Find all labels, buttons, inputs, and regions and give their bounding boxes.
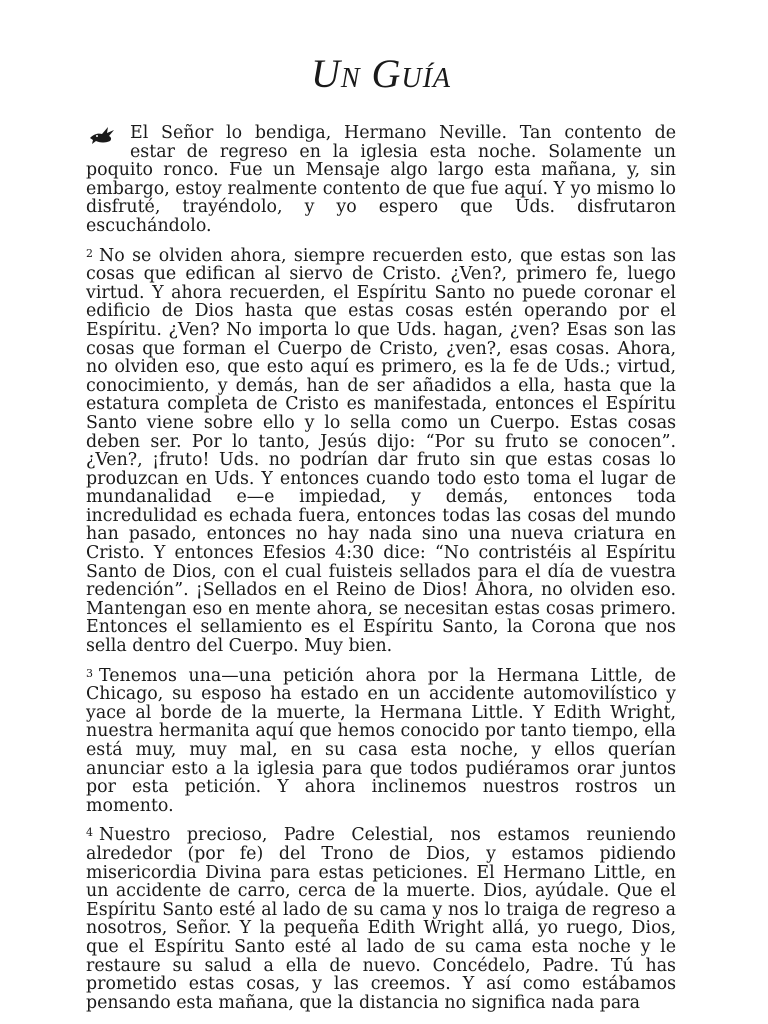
document-page bbox=[86, 50, 676, 1021]
paragraph-text: Tenemos una—una petición ahora por la Hermana Little, de Chicago, su esposo ha estado en un accidente automovilístico y yace al borde de la muerte, la Hermana Little. Y Edith Wright, nuestra hermanita aquí que hemos conocido por tanto tiempo, ella está muy, muy mal, en su casa esta noche, y ellos querían anunciar esto a la iglesia para que todos pudiéramos orar juntos por esta petición. Y ahora inclinemos nuestros rostros un momento. bbox=[86, 665, 676, 816]
paragraph-number: 2 bbox=[86, 246, 93, 260]
paragraph-3 bbox=[86, 665, 676, 816]
paragraph-4 bbox=[86, 824, 676, 1012]
paragraph-2 bbox=[86, 245, 676, 656]
paragraph-text: Nuestro precioso, Padre Celestial, nos estamos reuniendo alrededor (por fe) del Trono de Dios, y estamos pidiendo misericordia Divina para estas peticiones. El Hermano Little, en un accidente de carro, cerca de la muerte. Dios, ayúdale. Que el Espíritu Santo esté al lado de su cama y nos lo traiga de regreso a nosotros, Señor. Y la pequeña Edith Wright allá, yo ruego, Dios, que el Espíritu Santo esté al lado de su cama esta noche y le restaure su salud a ella de nuevo. Concédelo, Padre. Tú has prometido estas cosas, y las creemos. Y así como estábamos pensando esta mañana, que la distancia no significa nada para bbox=[86, 825, 676, 1013]
paragraph-1-lead: El Señor lo bendiga, Hermano Neville. Tan contento de bbox=[130, 123, 676, 143]
paragraph-1-rest bbox=[86, 143, 676, 236]
paragraph-text: No se olviden ahora, siempre recuerden esto, que estas son las cosas que edifican al siervo de Cristo. ¿Ven?, primero fe, luego virtud. Y ahora recuerden, el Espíritu Santo no puede coronar el edificio de Dios hasta que estas cosas estén operando por el Espíritu. ¿Ven? No importa lo que Uds. hagan, ¿ven? Esas son las cosas que forman el Cuerpo de Cristo, ¿ven?, esas cosas. Ahora, no olviden eso, que esto aquí es primero, es la fe de Uds.; virtud, conocimiento, y demás, han de ser añadidos a ella, hasta que la estatura completa de Cristo es manifestada, entonces el Espíritu Santo viene sobre ello y lo sella como un Cuerpo. Estas cosas deben ser. Por lo tanto, Jesús dijo: “Por su fruto se conocen”. ¿Ven?, ¡fruto! Uds. no podrían dar fruto sin que estas cosas lo produzcan en Uds. Y entonces cuando todo esto toma el lugar de mundanalidad e—e impiedad, y demás, entonces toda incredulidad es echada fuera, entonces todas las cosas del mundo han pasado, entonces no hay nada sino una nueva criatura en Cristo. Y entonces Efesios 4:30 dice: “No contristéis al Espíritu Santo de Dios, con el cual fuisteis sellados para el día de vuestra redención”. ¡Sellados en el Reino de Dios! Ahora, no olviden eso. Mantengan eso en mente ahora, se necesitan estas cosas primero. Entonces el sellamiento es el Espíritu Santo, la Corona que nos sella dentro del Cuerpo. Muy bien. bbox=[86, 245, 676, 657]
paragraph-1 bbox=[86, 124, 676, 236]
paragraph-number: 3 bbox=[86, 666, 93, 680]
page-title: Un Guía bbox=[310, 51, 452, 96]
paragraph-number: 4 bbox=[86, 826, 93, 840]
paragraph-1-second-line: estar de regreso en la iglesia esta noche. Solamente un bbox=[130, 141, 676, 162]
paragraph-1-remainder: poquito ronco. Fue un Mensaje algo largo esta mañana, y, sin embargo, estoy realmente contento de que fue aquí. Y yo mismo lo disfruté, trayéndolo, y yo espero que Uds. disfrutaron escuchándolo. bbox=[86, 160, 676, 236]
dove-icon bbox=[88, 124, 116, 146]
